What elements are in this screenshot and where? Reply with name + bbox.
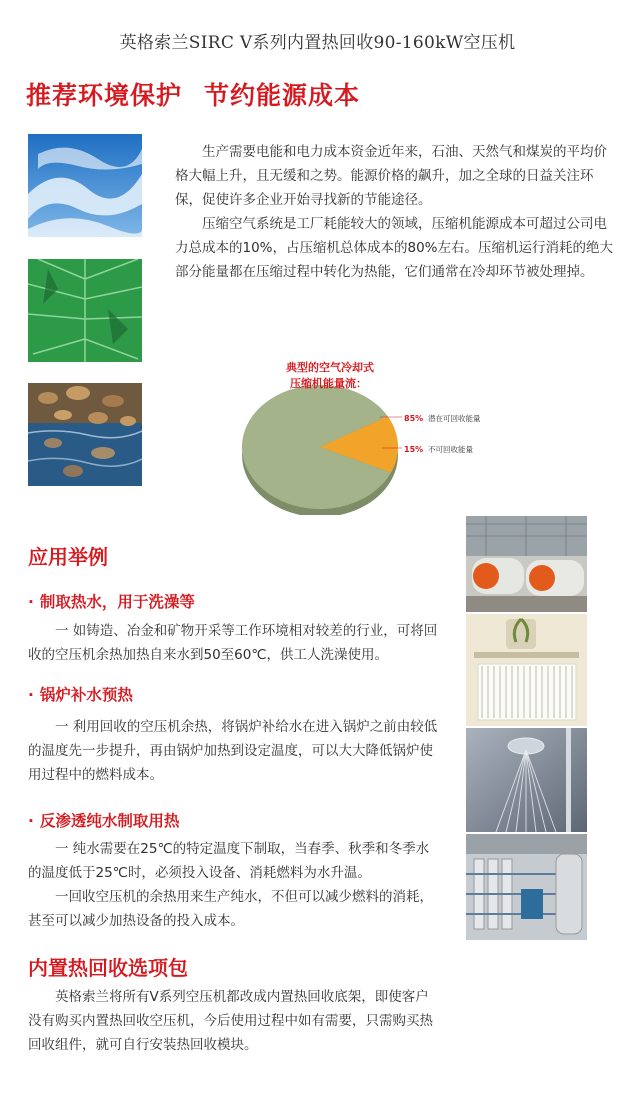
slice-2-value: 15% (404, 445, 424, 454)
leaf-photo (28, 259, 142, 362)
boiler-room-photo (466, 516, 587, 612)
slice-2-label: 不可回收能量 (428, 445, 473, 454)
applications-heading: 应用举例 (28, 545, 108, 569)
main-heading-part1: 推荐环境保护 (26, 81, 183, 110)
shower-photo (466, 728, 587, 832)
chart-title-line1: 典型的空气冷却式 (286, 361, 374, 374)
app-1-text: 一 如铸造、冶金和矿物开采等工作环境相对较差的行业，可将回收的空压机余热加热自来水到50至60℃，供工人洗澡使用。 (28, 623, 438, 663)
water-treatment-plant-photo (466, 834, 587, 940)
pebbles-water-photo (28, 383, 142, 486)
energy-flow-pie-chart (230, 355, 520, 515)
sky-photo (28, 134, 142, 237)
main-heading (26, 76, 360, 112)
radiator-photo (466, 614, 587, 726)
app-3-text: 一 纯水需要在25℃的特定温度下制取，当春季、秋季和冬季水的温度低于25℃时，必须投入设备、消耗燃料为水升温。 (28, 841, 430, 881)
slice-1-value: 85% (404, 414, 424, 423)
builtin-heading: 内置热回收选项包 (28, 956, 188, 980)
app-3-title: · 反渗透纯水制取用热 (28, 812, 180, 830)
document-title: 英格索兰SIRC V系列内置热回收90-160kW空压机 (119, 33, 516, 53)
app-2-text: 一 利用回收的空压机余热，将锅炉补给水在进入锅炉之前由较低的温度先一步提升，再由锅炉加热到设定温度，可以大大降低锅炉使用过程中的燃料成本。 (28, 719, 438, 783)
slice-1-label: 潜在可回收能量 (428, 414, 481, 423)
pie-slices (242, 385, 398, 515)
app-2-title: · 锅炉补水预热 (28, 686, 133, 704)
app-1-title: · 制取热水，用于洗澡等 (28, 593, 195, 611)
builtin-text: 英格索兰将所有V系列空压机都改成内置热回收底架，即使客户没有购买内置热回收空压机，今后使用过程中如有需要，只需购买热回收组件，就可自行安装热回收模块。 (28, 989, 433, 1053)
main-heading-part2: 节约能源成本 (204, 81, 361, 110)
app-3-text-2: 一回收空压机的余热用来生产纯水，不但可以减少燃料的消耗，甚至可以减少加热设备的投入成本。 (28, 889, 433, 929)
intro-paragraph-1: 生产需要电能和电力成本资金近年来，石油、天然气和煤炭的平均价格大幅上升，且无缓和之势。能源价格的飙升，加之全球的日益关注环保，促使许多企业开始寻找新的节能途径。 (175, 144, 607, 208)
intro-text (175, 140, 615, 284)
intro-paragraph-2: 压缩空气系统是工厂耗能较大的领域，压缩机能源成本可超过公司电力总成本的10%，占压缩机总体成本的80%左右。压缩机运行消耗的绝大部分能量都在压缩过程中转化为热能，它们通常在冷却环节被处理掉。 (175, 216, 614, 280)
chart-title-line2: 压缩机能量流： (290, 377, 367, 390)
